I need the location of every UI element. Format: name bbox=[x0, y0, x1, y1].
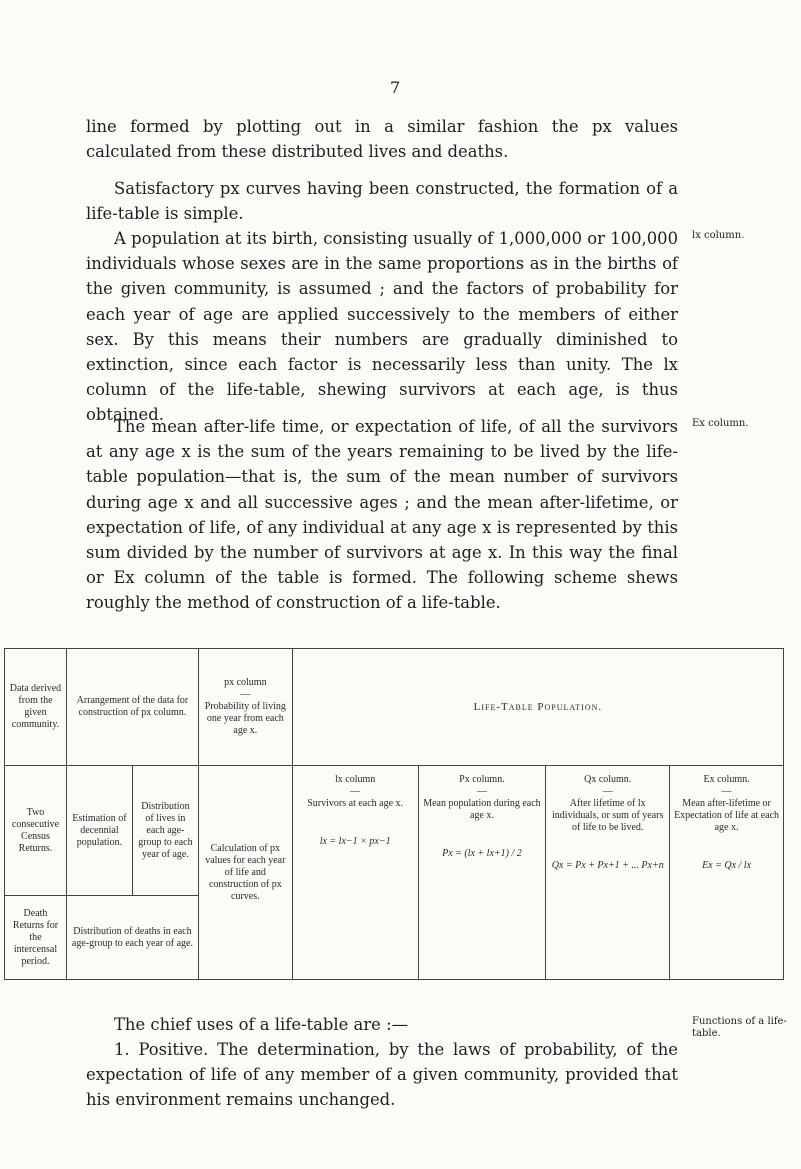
header-px-title: px column bbox=[224, 677, 267, 688]
paragraph-6: 1. Positive. The determination, by the laws of probability, of the expectation of life of any member of a given community, provided that his environment remains unchanged. bbox=[86, 1040, 678, 1110]
calc-px: Calculation of px values for each year of life and construction of px curves. bbox=[198, 766, 292, 980]
header-px-desc: Probability of living one year from each age x. bbox=[204, 701, 286, 736]
paragraph-5: The chief uses of a life-table are :— bbox=[114, 1015, 408, 1034]
ex-desc: Mean after-lifetime or Expectation of life at each age x. bbox=[674, 798, 780, 833]
life-table-scheme bbox=[4, 648, 784, 988]
header-arrangement: Arrangement of the data for construction of px column. bbox=[66, 649, 198, 766]
px-formula: Px = (lx + lx+1) / 2 bbox=[442, 848, 522, 859]
scheme-table bbox=[4, 648, 784, 980]
px-dash: — bbox=[476, 786, 487, 797]
row1-estimation: Estimation of decennial population. bbox=[66, 766, 132, 896]
ex-dash: — bbox=[721, 786, 732, 797]
margin-note-lx: lx column. bbox=[692, 230, 745, 241]
lx-formula: lx = lx−1 × px−1 bbox=[319, 836, 391, 847]
ex-column-cell bbox=[670, 766, 784, 980]
px-desc: Mean population during each age x. bbox=[423, 798, 541, 821]
row2-distribution: Distribution of deaths in each age-group to each year of age. bbox=[66, 896, 198, 980]
qx-title: Qx column. bbox=[584, 774, 632, 785]
lx-desc: Survivors at each age x. bbox=[307, 798, 404, 809]
lx-column-cell bbox=[292, 766, 418, 980]
row1-source: Two consecutive Census Returns. bbox=[5, 766, 67, 896]
page-number: 7 bbox=[390, 78, 401, 97]
paragraph-2: Satisfactory px curves having been constructed, the formation of a life-table is simple. bbox=[86, 179, 678, 224]
paragraph-3: A population at its birth, consisting usually of 1,000,000 or 100,000 individuals whose sexes are in the same proportions as in the births of the given community, is assumed ; and the factors of probability for each year of age are applied successively to the members of either sex. By this means their numbers are gradually diminished to extinction, since each factor is necessarily less than unity. The lx column of the life-table, shewing survivors at each age, is thus obtained. bbox=[86, 229, 678, 425]
px-column-cell bbox=[418, 766, 546, 980]
header-life-table: Life-Table Population. bbox=[292, 649, 783, 766]
header-px-dash: — bbox=[240, 689, 251, 700]
qx-desc: After lifetime of lx individuals, or sum of years of life to be lived. bbox=[552, 798, 664, 833]
header-data: Data derived from the given community. bbox=[5, 649, 67, 766]
paragraph-4: The mean after-life time, or expectation of life, of all the survivors at any age x is the sum of the years remaining to be lived by the life-table population—that is, the sum of the mean number of survivors during age x and all successive ages ; and the mean after-lifetime, or expectation of life, of any individual at any age x is represented by this sum divided by the number of survivors at age x. In this way the final or Ex column of the table is formed. The following scheme shews roughly the method of construction of a life-table. bbox=[86, 417, 678, 613]
row2-source: Death Returns for the intercensal period. bbox=[5, 896, 67, 980]
px-title: Px column. bbox=[459, 774, 505, 785]
header-px-column bbox=[198, 649, 292, 766]
margin-note-ex: Ex column. bbox=[692, 418, 749, 429]
qx-column-cell bbox=[546, 766, 670, 980]
lx-title: lx column bbox=[335, 774, 376, 785]
lx-dash: — bbox=[350, 786, 361, 797]
qx-dash: — bbox=[602, 786, 613, 797]
ex-title: Ex column. bbox=[703, 774, 750, 785]
paragraph-1: line formed by plotting out in a similar fashion the px values calculated from these distributed lives and deaths. bbox=[86, 117, 678, 162]
margin-note-functions: Functions of a life-table. bbox=[692, 1016, 787, 1039]
qx-formula: Qx = Px + Px+1 + ... Px+n bbox=[551, 860, 664, 871]
ex-formula: Ex = Qx / lx bbox=[702, 860, 752, 871]
row1-distribution: Distribution of lives in each age-group to each year of age. bbox=[132, 766, 198, 896]
